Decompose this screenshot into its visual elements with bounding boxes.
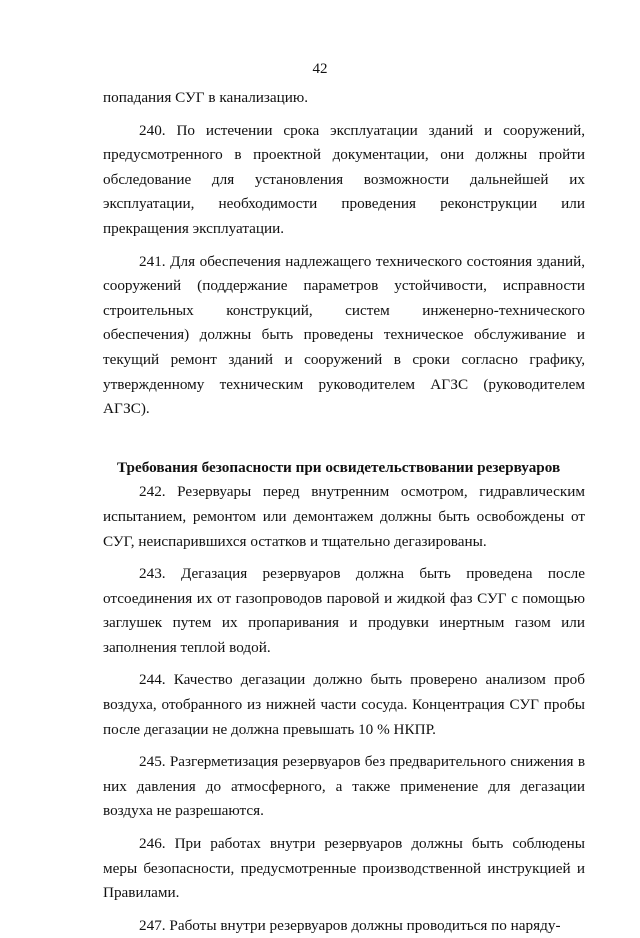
paragraph-247: 247. Работы внутри резервуаров должны проводиться по наряду-	[139, 916, 561, 934]
paragraph-244: 244. Качество дегазации должно быть проверено анализом проб воздуха, отобранного из нижней части сосуда. Концентрация СУГ пробы после дегазации не должна превышать 10 % НКПР.	[103, 671, 585, 738]
paragraph-continuation: попадания СУГ в канализацию.	[103, 89, 309, 106]
paragraph-243: 243. Дегазация резервуаров должна быть проведена после отсоединения их от газопроводов паровой и жидкой фаз СУГ с помощью заглушек путем их пропаривания и продувки инертным газом или заполнения теплой водой.	[103, 565, 585, 656]
section-heading: Требования безопасности при освидетельствовании резервуаров	[117, 458, 561, 476]
paragraph-246: 246. При работах внутри резервуаров должны быть соблюдены меры безопасности, предусмотренные производственной инструкцией и Правилами.	[103, 835, 585, 902]
page-number: 42	[312, 61, 328, 77]
paragraph-240: 240. По истечении срока эксплуатации зданий и сооружений, предусмотренного в проектной документации, они должны пройти обследование для установления возможности дальнейшей их эксплуатации, необходимости проведения реконструкции или прекращения эксплуатации.	[103, 121, 585, 237]
page-content	[103, 86, 585, 938]
paragraph-245: 245. Разгерметизация резервуаров без предварительного снижения в них давления до атмосферного, а также применение для дегазации воздуха не разрешаются.	[103, 753, 585, 820]
paragraph-241: 241. Для обеспечения надлежащего технического состояния зданий, сооружений (поддержание параметров устойчивости, исправности строительных конструкций, систем инженерно-технического обеспечения) должны быть проведены техническое обслуживание и текущий ремонт зданий и сооружений в сроки согласно графику, утвержденному техническим руководителем АГЗС (руководителем АГЗС).	[103, 252, 585, 418]
paragraph-242: 242. Резервуары перед внутренним осмотром, гидравлическим испытанием, ремонтом или демонтажем должны быть освобождены от СУГ, неиспарившихся остатков и тщательно дегазированы.	[103, 483, 585, 550]
